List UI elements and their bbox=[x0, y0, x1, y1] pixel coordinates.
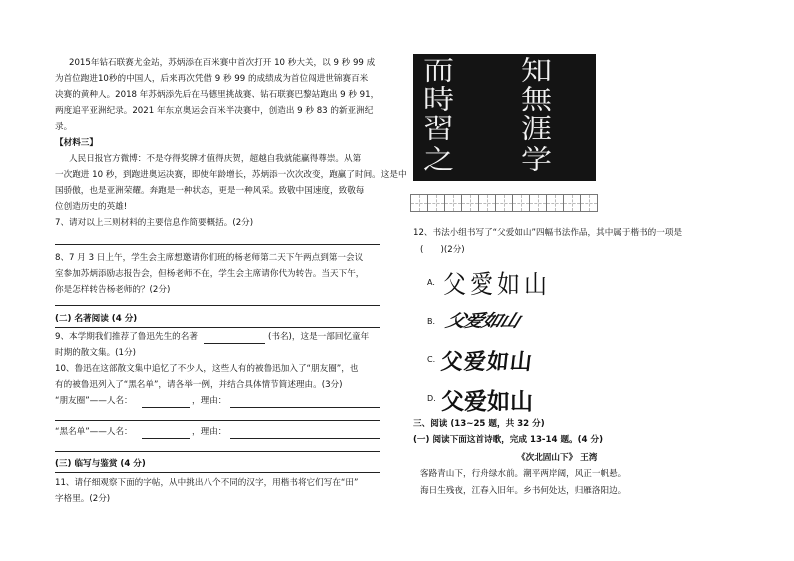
tian-zi-ge-grid bbox=[410, 194, 608, 214]
material3-line-3: 国骄傲，也是亚洲荣耀。奔跑是一种状态，更是一种风采。致敬中国速度，致敬每 bbox=[55, 186, 365, 196]
reading-heading: 三、阅读 (13~25 题，共 32 分) bbox=[413, 419, 545, 429]
answer-line-q7[interactable] bbox=[55, 244, 380, 245]
question-11-line-1: 11、请仔细观察下面的字帖，从中挑出八个不同的汉字，用楷书将它们写在“田” bbox=[55, 478, 359, 488]
calligraphy-char: 而 bbox=[422, 56, 455, 87]
tian-zi-ge-cell[interactable] bbox=[580, 194, 598, 212]
option-d-regular-script[interactable]: 父爱如山 bbox=[441, 388, 533, 415]
blacklist-reason-label: ，理由： bbox=[192, 427, 227, 437]
poem-line-1: 客路青山下，行舟绿水前。潮平两岸阔，风正一帆悬。 bbox=[420, 469, 627, 479]
material3-line-2: 一次跑进 10 秒，到跑进奥运决赛，即使年龄增长，苏炳添一次次改变，跑赢了时间。这是中 bbox=[55, 170, 407, 180]
calligraphy-copybook bbox=[413, 54, 596, 181]
option-a-letter: A. bbox=[427, 278, 435, 287]
tian-zi-ge-cell[interactable] bbox=[529, 194, 547, 212]
calligraphy-char: 知 bbox=[520, 56, 553, 87]
answer-line-q8[interactable] bbox=[55, 305, 380, 306]
reading-subheading: (一) 阅读下面这首诗歌，完成 13-14 题。(4 分) bbox=[413, 435, 604, 445]
question-11-line-2: 字格里。(2分) bbox=[55, 494, 111, 504]
blacklist-label: “黑名单”——人名： bbox=[55, 427, 133, 437]
material2-line-4: 两度追平亚洲纪录。2021 年东京奥运会百米半决赛中，创造出 9 秒 83 的新亚洲纪 bbox=[55, 106, 374, 116]
option-c-letter: C. bbox=[427, 355, 436, 364]
section-3-divider bbox=[55, 472, 380, 473]
tian-zi-ge-cell[interactable] bbox=[461, 194, 479, 212]
calligraphy-char: 時 bbox=[422, 85, 455, 116]
tian-zi-ge-cell[interactable] bbox=[495, 194, 513, 212]
calligraphy-char: 習 bbox=[422, 114, 455, 145]
material2-line-2: 为首位跑进10秒的中国人，后来再次凭借 9 秒 99 的成绩成为首位闯进世锦赛百米 bbox=[55, 74, 369, 84]
question-8-line-1: 8、7 月 3 日上午，学生会主席想邀请你们班的杨老师第二天下午两点到第一会议 bbox=[55, 253, 364, 263]
poem-line-2: 海日生残夜，江春入旧年。乡书何处达，归雁洛阳边。 bbox=[420, 486, 627, 496]
option-b-cursive-script[interactable]: 父爱如山 bbox=[443, 310, 522, 331]
tian-zi-ge-cell[interactable] bbox=[427, 194, 445, 212]
question-10-line-2: 有的被鲁迅列入了“黑名单”，请各举一例，并结合具体情节简述理由。(3分) bbox=[55, 380, 343, 390]
material2-line-5: 录。 bbox=[55, 122, 73, 132]
friend-reason-line-2[interactable] bbox=[55, 420, 380, 421]
tian-zi-ge-cell[interactable] bbox=[410, 194, 428, 212]
question-9-part-1: 9、本学期我们推荐了鲁迅先生的名著 bbox=[55, 332, 198, 342]
friend-reason-blank[interactable] bbox=[230, 407, 380, 408]
question-8-line-3: 你是怎样转告杨老师的？(2分) bbox=[55, 285, 171, 295]
material2-line-1: 2015年钻石联赛尤金站，苏炳添在百米赛中首次打开 10 秒大关，以 9 秒 99 成 bbox=[69, 58, 376, 68]
option-c-running-script[interactable]: 父爱如山 bbox=[439, 350, 535, 375]
question-9-part-2: (书名)，这是一部回忆童年 bbox=[268, 332, 370, 342]
blacklist-reason-blank[interactable] bbox=[230, 438, 380, 439]
blacklist-reason-line-2[interactable] bbox=[55, 451, 380, 452]
tian-zi-ge-cell[interactable] bbox=[478, 194, 496, 212]
material3-line-1: 人民日报官方微博：不是夺得奖牌才值得庆贺，超越自我就能赢得尊崇。从第 bbox=[69, 154, 362, 164]
option-a-seal-script[interactable]: 父愛如山 bbox=[443, 270, 551, 300]
friend-circle-label: “朋友圈”——人名： bbox=[55, 396, 133, 406]
poem-title: 《次北固山下》 王湾 bbox=[517, 453, 598, 463]
friend-name-blank[interactable] bbox=[142, 407, 190, 408]
material2-line-3: 决赛的黄种人。2018 年苏炳添先后在马德里挑战赛、钻石联赛巴黎站跑出 9 秒 91， bbox=[55, 90, 380, 100]
question-12-line-1: 12、书法小组书写了“父爱如山”四幅书法作品，其中属于楷书的一项是 bbox=[413, 228, 683, 238]
material3-line-4: 位创造历史的英雄! bbox=[55, 202, 128, 212]
question-8-line-2: 室参加苏炳添励志报告会，但杨老师不在，学生会主席请你代为转告。当天下午， bbox=[55, 269, 365, 279]
tian-zi-ge-cell[interactable] bbox=[512, 194, 530, 212]
calligraphy-char: 之 bbox=[422, 145, 455, 176]
material3-heading: 【材料三】 bbox=[55, 138, 98, 148]
tian-zi-ge-cell[interactable] bbox=[444, 194, 462, 212]
question-7: 7、请对以上三则材料的主要信息作简要概括。(2分) bbox=[55, 218, 254, 228]
option-d-letter: D. bbox=[427, 394, 436, 403]
question-10-line-1: 10、鲁迅在这部散文集中追忆了不少人，这些人有的被鲁迅加入了“朋友圈”，也 bbox=[55, 364, 359, 374]
option-b-letter: B. bbox=[427, 317, 436, 326]
section-2-divider bbox=[55, 327, 380, 328]
book-title-blank[interactable] bbox=[204, 343, 265, 344]
friend-reason-label: ，理由： bbox=[192, 396, 227, 406]
section-2-heading: (二) 名著阅读 (4 分) bbox=[55, 314, 138, 324]
calligraphy-char: 涯 bbox=[520, 114, 553, 145]
calligraphy-char: 無 bbox=[520, 85, 553, 116]
calligraphy-char: 学 bbox=[520, 145, 553, 176]
question-12-line-2: ( )(2分) bbox=[420, 245, 465, 255]
tian-zi-ge-cell[interactable] bbox=[563, 194, 581, 212]
question-9-line-2: 时期的散文集。(1分) bbox=[55, 348, 136, 358]
section-3-heading: (三) 临写与鉴赏 (4 分) bbox=[55, 459, 146, 469]
blacklist-name-blank[interactable] bbox=[142, 438, 190, 439]
tian-zi-ge-cell[interactable] bbox=[546, 194, 564, 212]
